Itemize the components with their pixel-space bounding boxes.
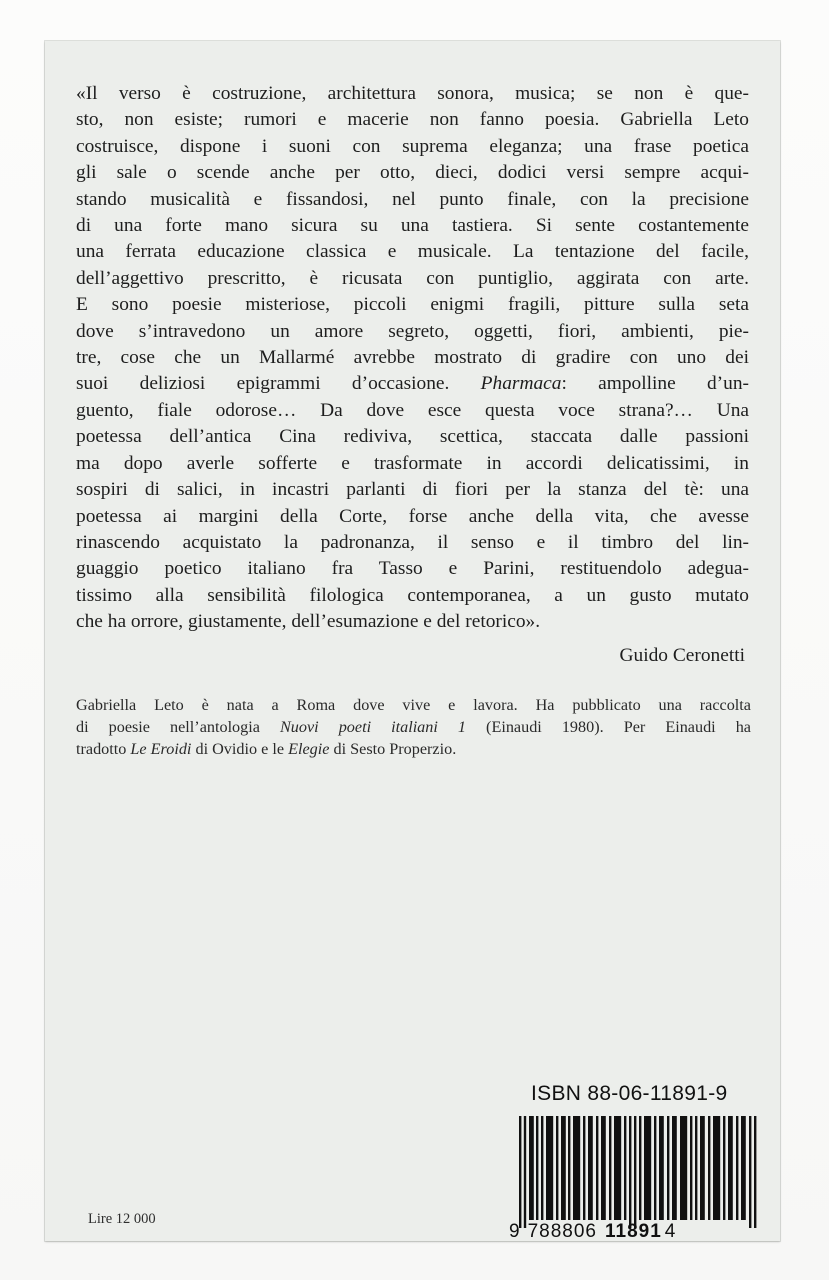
bio-text: di Ovidio e le <box>191 740 289 758</box>
quote-line: guento, fiale odorose… Da dove esce questa voce strana?… Una <box>76 399 749 421</box>
quote-line: dell’aggettivo prescritto, è ricusata con puntiglio, aggirata con arte. <box>76 267 749 289</box>
bio-text: (Einaudi 1980). Per Einaudi ha <box>466 718 751 736</box>
bio-line <box>76 716 751 738</box>
bio-line <box>76 738 751 760</box>
quote-line: una ferrata educazione classica e musicale. La tentazione del facile, <box>76 241 749 263</box>
bio-text: tradotto <box>76 740 131 758</box>
quote-line: tissimo alla sensibilità filologica contemporanea, a un gusto mutato <box>76 584 749 606</box>
price-label: Lire 12 000 <box>88 1211 156 1227</box>
isbn-label: ISBN 88-06-11891-9 <box>531 1082 728 1105</box>
quote-line: «Il verso è costruzione, architettura sonora, musica; se non è que- <box>76 83 749 104</box>
quote-line: rinascendo acquistato la padronanza, il senso e il timbro del lin- <box>76 531 749 553</box>
quote-line: poetessa dell’antica Cina rediviva, scettica, staccata dalle passioni <box>76 426 749 448</box>
quote-author: Guido Ceronetti <box>619 645 745 666</box>
barcode-number <box>509 1221 675 1243</box>
author-bio <box>76 694 751 760</box>
quote-line: guaggio poetico italiano fra Tasso e Parini, restituendolo adegua- <box>76 558 749 580</box>
bio-text: di poesie nell’antologia <box>76 718 280 736</box>
quote-line: poetessa ai margini della Corte, forse anche della vita, che avesse <box>76 505 749 527</box>
quote-line: tre, cose che un Mallarmé avrebbe mostrato di gradire con uno dei <box>76 347 749 369</box>
barcode-icon <box>519 1116 759 1228</box>
eroidi-title: Le Eroidi <box>130 740 192 758</box>
quote-line: sospiri di salici, in incastri parlanti di fiori per la stanza del tè: una <box>76 479 749 501</box>
book-back-cover <box>45 41 780 1241</box>
quote-line: di una forte mano sicura su una tastiera. Si sente costantemente <box>76 215 749 237</box>
quote-line: E sono poesie misteriose, piccoli enigmi fragili, pitture sulla seta <box>76 294 749 316</box>
quote-line: che ha orrore, giustamente, dell’esumazione e del retorico». <box>76 611 541 633</box>
quote-line: sto, non esiste; rumori e macerie non fanno poesia. Gabriella Leto <box>76 109 749 131</box>
quote-line: dove s’intravedono un amore segreto, oggetti, fiori, ambienti, pie- <box>76 320 749 342</box>
barcode-check-digit: 4 <box>664 1221 676 1242</box>
barcode-digit-prefix: 9 <box>509 1221 520 1242</box>
bio-text: di Sesto Properzio. <box>329 740 457 758</box>
elegie-title: Elegie <box>288 740 330 758</box>
quote-line: gli sale o scende anche per otto, dieci, dodici versi sempre acqui- <box>76 162 749 184</box>
barcode-digits-right: 11891 <box>604 1221 662 1242</box>
quote-line: costruisce, dispone i suoni con suprema eleganza; una frase poetica <box>76 135 749 157</box>
blurb-quote <box>76 81 749 636</box>
quote-line-italic <box>76 371 749 397</box>
quote-text: suoi deliziosi epigrammi d’occasione. <box>76 373 481 395</box>
barcode-digits-left: 788806 <box>527 1221 597 1242</box>
quote-line: stando musicalità e fissandosi, nel punto finale, con la precisione <box>76 188 749 210</box>
quote-text: : ampolline d’un- <box>561 373 749 395</box>
title-pharmaca: Pharmaca <box>480 373 562 395</box>
bio-line: Gabriella Leto è nata a Roma dove vive e lavora. Ha pubblicato una raccolta <box>76 696 751 714</box>
quote-line: ma dopo averle sofferte e trasformate in accordi delicatissimi, in <box>76 452 749 474</box>
anthology-title: Nuovi poeti italiani 1 <box>279 718 467 736</box>
